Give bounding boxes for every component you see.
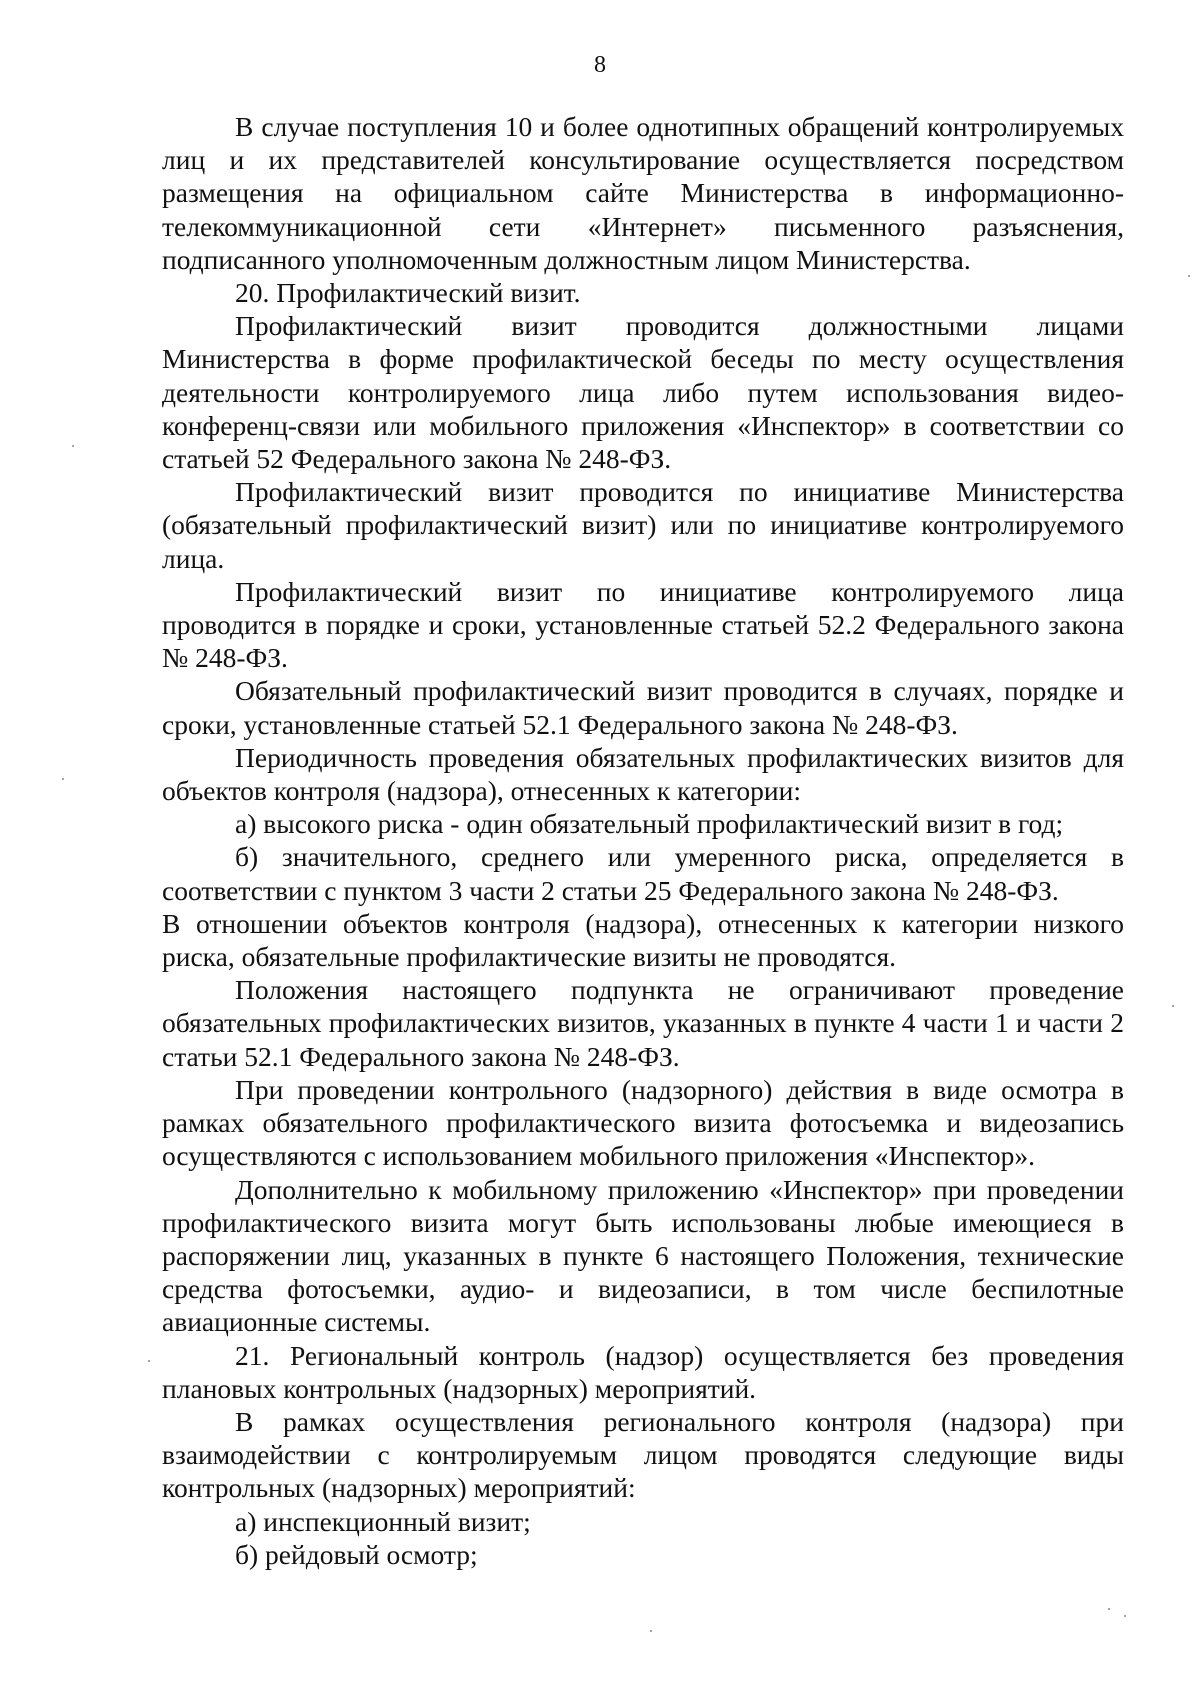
list-item-medium-risk: б) значительного, среднего или умеренного риска, определяется в соответствии с пунктом 3 части 2 статьи 25 Федерального закона № 248-ФЗ. xyxy=(162,841,1124,906)
paragraph-provisions: Положения настоящего подпункта не ограничивают проведение обязательных профилактических визитов, указанных в пункте 4 части 1 и части 2 статьи 52.1 Федерального закона № 248-ФЗ. xyxy=(162,974,1124,1072)
paragraph-inspection-media: При проведении контрольного (надзорного) действия в виде осмотра в рамках обязательного профилактического визита фотосъемка и видеозапись осуществляются с использованием мобильного приложения «Инспектор». xyxy=(162,1073,1124,1172)
section-heading-20: 20. Профилактический визит. xyxy=(235,277,581,309)
list-item-raid-inspection: б) рейдовый осмотр; xyxy=(235,1538,478,1570)
paragraph-visit-initiative: Профилактический визит проводится по инициативе Министерства (обязательный профилактический визит) или по инициативе контролируемого лица. xyxy=(162,476,1124,574)
paragraph-mandatory-visit: Обязательный профилактический визит проводится в случаях, порядке и сроки, установленные статьей 52.1 Федерального закона № 248-ФЗ. xyxy=(162,675,1124,740)
scan-speck xyxy=(1188,275,1190,277)
section-heading-21: 21. Региональный контроль (надзор) осуществляется без проведения плановых контрольных (надзорных) мероприятий. xyxy=(162,1339,1124,1404)
paragraph-consulting: В случае поступления 10 и более однотипных обращений контролируемых лиц и их представителей консультирование осуществляется посредством размещения на официальном сайте Министерства в информационно-телекоммуникационной сети «Интернет» письменного разъяснения, подписанного уполномоченным должностным лицом Министерства. xyxy=(162,111,1124,275)
scan-speck xyxy=(1124,1615,1126,1617)
paragraph-additional-means: Дополнительно к мобильному приложению «Инспектор» при проведении профилактического визита могут быть использованы любые имеющиеся в распоряжении лиц, указанных в пункте 6 настоящего Положения, технические средства фотосъемки, аудио- и видеозаписи, в том числе беспилотные авиационные системы. xyxy=(162,1173,1124,1338)
page-number: 8 xyxy=(594,52,606,78)
scan-speck xyxy=(1172,1005,1174,1007)
paragraph-periodicity: Периодичность проведения обязательных профилактических визитов для объектов контроля (надзора), отнесенных к категории: xyxy=(162,741,1124,807)
scan-speck xyxy=(148,1360,150,1362)
scan-speck xyxy=(1108,1608,1110,1610)
scan-speck xyxy=(650,1630,652,1632)
paragraph-visit-definition: Профилактический визит проводится должностными лицами Министерства в форме профилактической беседы по месту осуществления деятельности контролируемого лица либо путем использования видео-конференц-связи или мобильного приложения «Инспектор» в соответствии со статьей 52 Федерального закона № 248-ФЗ. xyxy=(162,310,1124,475)
paragraph-control-measures: В рамках осуществления регионального контроля (надзора) при взаимодействии с контролируемым лицом проводятся следующие виды контрольных (надзорных) мероприятий: xyxy=(162,1405,1124,1504)
scan-speck xyxy=(72,445,74,447)
paragraph-low-risk: В отношении объектов контроля (надзора), отнесенных к категории низкого риска, обязательные профилактические визиты не проводятся. xyxy=(162,907,1124,973)
paragraph-visit-by-person: Профилактический визит по инициативе контролируемого лица проводится в порядке и сроки, установленные статьей 52.2 Федерального закона № 248-ФЗ. xyxy=(162,575,1124,674)
list-item-high-risk: а) высокого риска - один обязательный профилактический визит в год; xyxy=(235,808,1064,840)
list-item-inspection-visit: а) инспекционный визит; xyxy=(235,1505,531,1537)
document-body xyxy=(162,110,1124,1571)
scan-speck xyxy=(62,778,64,780)
